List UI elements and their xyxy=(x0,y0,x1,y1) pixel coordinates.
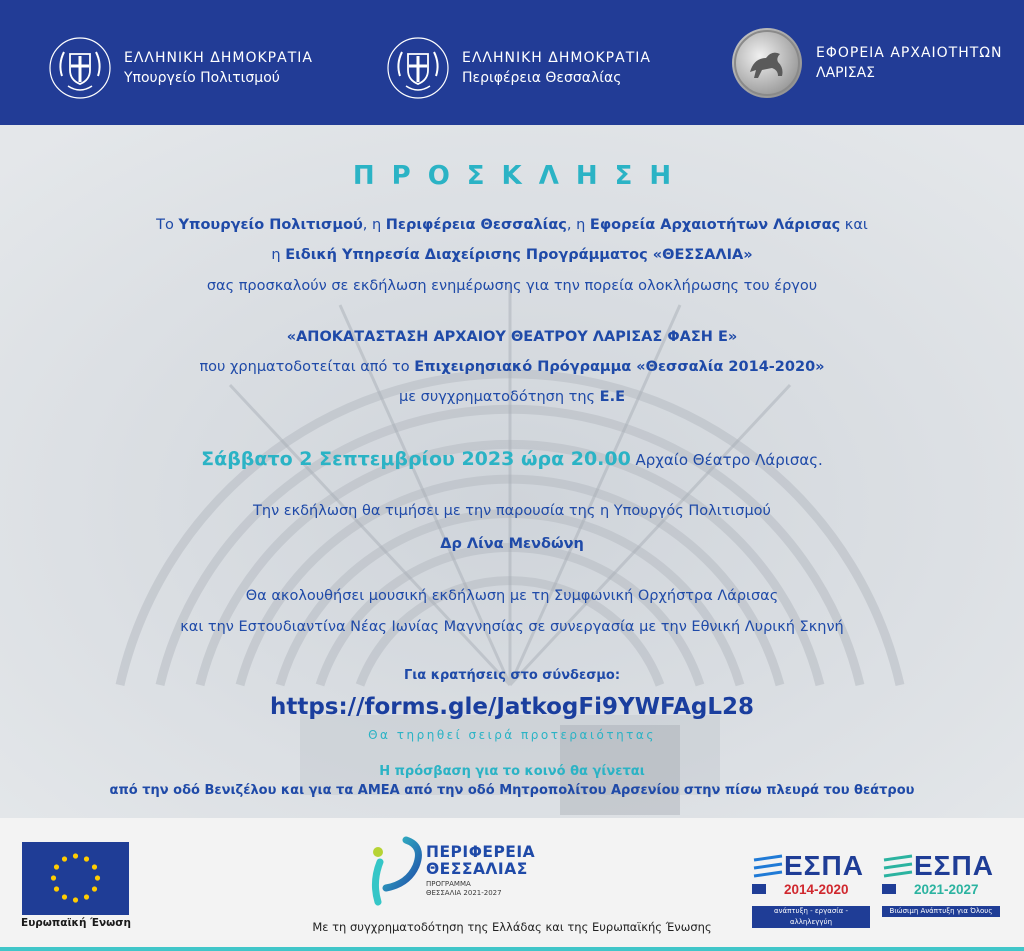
eu-mini-flag-icon xyxy=(882,884,896,894)
ministry-block xyxy=(48,36,313,100)
ministry-line1: ΕΛΛΗΝΙΚΗ ΔΗΜΟΚΡΑΤΙΑ xyxy=(124,50,313,66)
espa-years: 2014-2020 xyxy=(784,882,849,897)
funding-line: που χρηματοδοτείται από το Επιχειρησιακό Πρόγραμμα «Θεσσαλία 2014-2020» xyxy=(199,359,825,375)
greek-flag-icon xyxy=(752,884,766,894)
music-line-2: και την Εστουδιαντίνα Νέας Ιωνίας Μαγνησίας σε συνεργασία με την Εθνική Λυρική Σκηνή xyxy=(180,619,844,635)
region-line1: ΕΛΛΗΝΙΚΗ ΔΗΜΟΚΡΑΤΙΑ xyxy=(462,50,651,66)
invitation-body xyxy=(0,125,1024,818)
ancient-coin-icon xyxy=(732,28,802,98)
espa-word: ΕΣΠΑ xyxy=(914,850,994,881)
booking-label: Για κρατήσεις στο σύνδεσμο: xyxy=(403,668,621,683)
region-line2: Περιφέρεια Θεσσαλίας xyxy=(462,70,622,86)
greek-emblem-icon xyxy=(48,36,112,100)
greek-flag-icon xyxy=(752,854,786,884)
espa-2021-2027-logo xyxy=(882,850,1000,934)
footer-logos xyxy=(0,818,1024,951)
ephorate-line1: ΕΦΟΡΕΙΑ ΑΡΧΑΙΟΤΗΤΩΝ xyxy=(816,45,1003,61)
access-line-1: Η πρόσβαση για το κοινό θα γίνεται xyxy=(379,764,645,779)
cofunding-line: με συγχρηματοδότηση της Ε.Ε xyxy=(398,389,625,405)
event-date-line xyxy=(0,447,1024,473)
region-logo-icon xyxy=(358,832,430,912)
project-title: «ΑΠΟΚΑΤΑΣΤΑΣΗ ΑΡΧΑΙΟΥ ΘΕΑΤΡΟΥ ΛΑΡΙΣΑΣ ΦΑΣΗ Ε» xyxy=(286,329,738,345)
greek-flag-icon xyxy=(882,854,916,884)
espa-slogan: Βιώσιμη Ανάπτυξη για Όλους xyxy=(882,906,1000,917)
greek-emblem-icon xyxy=(386,36,450,100)
intro-line-3: σας προσκαλούν σε εκδήλωση ενημέρωσης για την πορεία ολοκλήρωσης του έργου xyxy=(206,278,818,294)
region-block xyxy=(386,36,651,100)
espa-2014-2020-logo xyxy=(752,850,870,934)
invitation-title: ΠΡΟΣΚΛΗΣΗ xyxy=(352,161,689,191)
eu-flag-icon xyxy=(22,842,129,915)
region-logo-name: ΠΕΡΙΦΕΡΕΙΑ ΘΕΣΣΑΛΙΑΣ xyxy=(426,843,536,878)
espa-word: ΕΣΠΑ xyxy=(784,850,864,881)
ephorate-block xyxy=(732,28,1002,98)
espa-years: 2021-2027 xyxy=(914,882,979,897)
music-line-1: Θα ακολουθήσει μουσική εκδήλωση με τη Συμφωνική Ορχήστρα Λάρισας xyxy=(245,588,779,604)
intro-line-1: Το Υπουργείο Πολιτισμού, η Περιφέρεια Θεσσαλίας, η Εφορεία Αρχαιοτήτων Λάρισας και xyxy=(156,217,868,233)
honor-line: Την εκδήλωση θα τιμήσει με την παρουσία της η Υπουργός Πολιτισμού xyxy=(253,503,771,519)
eu-label: Ευρωπαϊκή Ένωση xyxy=(21,917,131,929)
espa-slogan: ανάπτυξη - εργασία - αλληλεγγύη xyxy=(752,906,870,928)
event-venue: Αρχαίο Θέατρο Λάρισας. xyxy=(635,451,823,469)
ministry-line2: Υπουργείο Πολιτισμού xyxy=(124,70,280,86)
ephorate-line2: ΛΑΡΙΣΑΣ xyxy=(816,65,875,81)
minister-name: Δρ Λίνα Μενδώνη xyxy=(440,536,584,552)
priority-note: Θα τηρηθεί σειρά προτεραιότητας xyxy=(368,728,656,742)
footer-accent-bar xyxy=(0,947,1024,951)
intro-line-2: η Ειδική Υπηρεσία Διαχείρισης Προγράμματος «ΘΕΣΣΑΛΙΑ» xyxy=(271,247,753,263)
region-program-label: ΠΡΟΓΡΑΜΜΑ ΘΕΣΣΑΛΙΑ 2021-2027 xyxy=(426,880,502,897)
event-date: Σάββατο 2 Σεπτεμβρίου 2023 ώρα 20.00 xyxy=(201,448,631,470)
booking-link[interactable]: https://forms.gle/JatkogFi9YWFAgL28 xyxy=(269,694,755,720)
cofunding-statement: Με τη συγχρηματοδότηση της Ελλάδας και της Ευρωπαϊκής Ένωσης xyxy=(312,920,712,934)
access-line-2: από την οδό Βενιζέλου και για τα ΑΜΕΑ από την οδό Μητροπολίτου Αρσενίου στην πίσω πλευρά του θεάτρου xyxy=(109,783,915,798)
header-bar xyxy=(0,0,1024,125)
